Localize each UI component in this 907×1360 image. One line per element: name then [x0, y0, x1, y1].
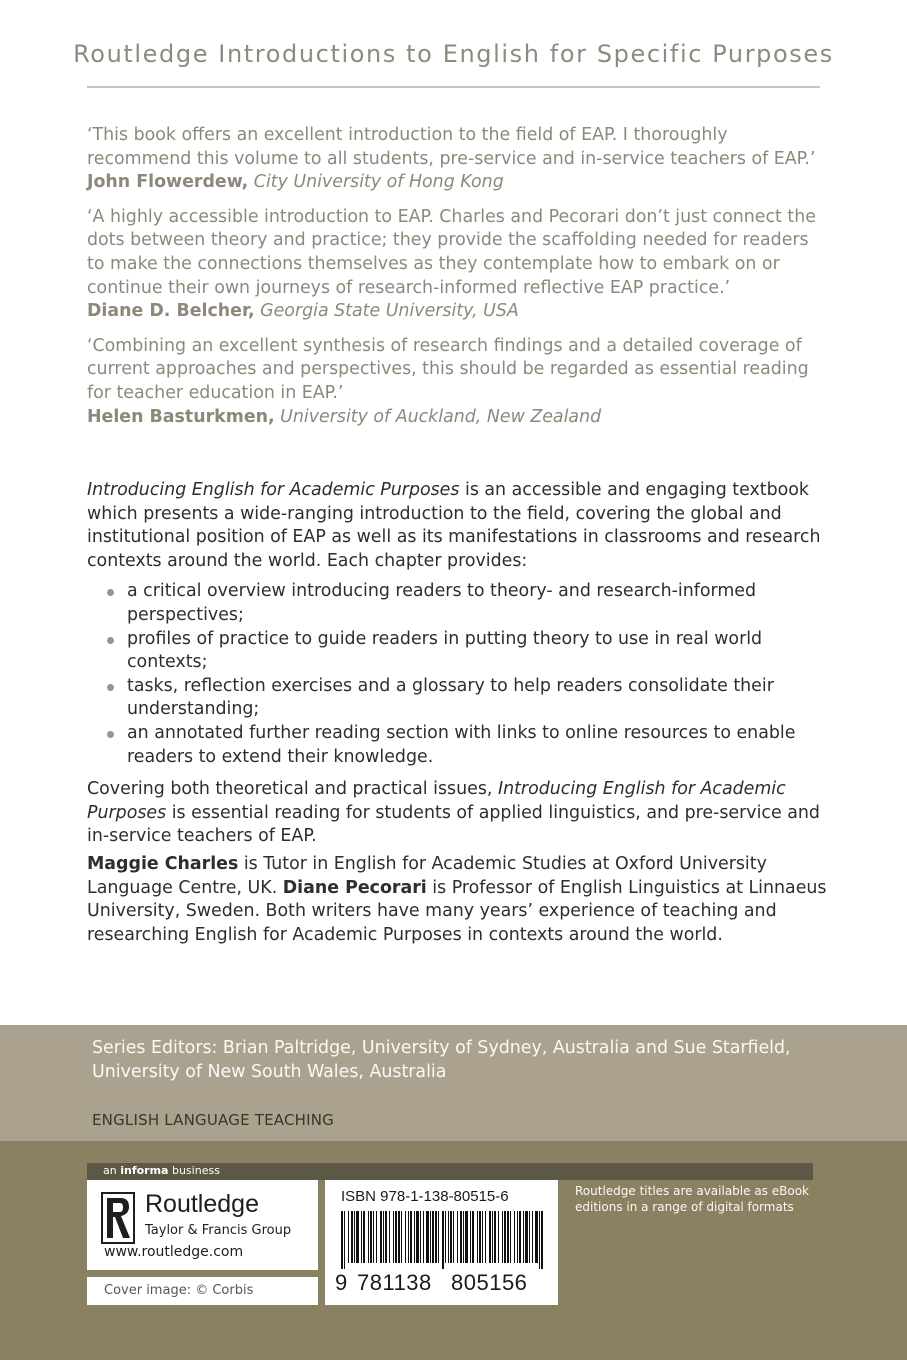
barcode-bar	[426, 1211, 429, 1263]
list-item-text: profiles of practice to guide readers in putting theory to use in real world contexts;	[127, 628, 763, 673]
barcode-bar	[423, 1211, 424, 1263]
author-bio-paragraph	[87, 853, 832, 947]
closing-text-start: Covering both theoretical and practical issues,	[87, 779, 498, 800]
informa-bar	[87, 1163, 813, 1180]
barcode-bar	[445, 1211, 446, 1263]
barcode-bar	[410, 1211, 412, 1263]
barcode-bar	[385, 1211, 387, 1263]
bullet-icon	[107, 731, 114, 738]
barcode-bar	[370, 1211, 372, 1263]
informa-brand: informa	[120, 1164, 169, 1177]
endorser-affiliation: Georgia State University, USA	[260, 301, 519, 322]
endorser-affiliation: University of Auckland, New Zealand	[280, 406, 602, 427]
barcode-bar	[354, 1211, 355, 1263]
barcode-bar	[376, 1211, 377, 1263]
barcode-bar	[383, 1211, 384, 1263]
barcode-bar	[393, 1211, 394, 1263]
barcode-bar	[489, 1211, 491, 1263]
barcode-bar	[395, 1211, 397, 1263]
series-band	[0, 1025, 907, 1141]
barcode-bar	[408, 1211, 409, 1263]
barcode-bar	[344, 1211, 345, 1269]
list-item-text: an annotated further reading section with links to online resources to enable readers to extend their knowledge.	[127, 722, 796, 767]
list-item	[87, 628, 832, 675]
barcode-bar	[442, 1211, 444, 1269]
closing-text-end: is essential reading for students of applied linguistics, and pre-service and in-service teachers of EAP.	[87, 802, 820, 847]
barcode-bar	[420, 1211, 421, 1263]
endorsement-quote: ‘This book offers an excellent introduction to the field of EAP. I thoroughly recommend this volume to all students, pre-service and in-service teachers of EAP.’	[87, 125, 816, 169]
endorsements	[87, 124, 827, 440]
barcode-bar	[502, 1211, 503, 1263]
list-item-text: a critical overview introducing readers to theory- and research-informed perspectives;	[127, 581, 757, 625]
barcode-bar	[485, 1211, 486, 1263]
barcode-bar	[498, 1211, 499, 1263]
barcode-bar	[517, 1211, 518, 1263]
barcode-bar	[514, 1211, 515, 1263]
list-item	[87, 580, 832, 627]
endorsement	[87, 206, 827, 324]
barcode-graphic	[339, 1211, 544, 1269]
barcode-bar	[416, 1211, 419, 1263]
barcode-bar	[341, 1211, 343, 1269]
list-item	[87, 722, 832, 769]
barcode-digit-group: 805156	[451, 1270, 528, 1295]
barcode-bar	[470, 1211, 471, 1263]
barcode-bar	[430, 1211, 431, 1263]
endorser-name: Helen Basturkmen,	[87, 406, 275, 427]
barcode-bar	[519, 1211, 521, 1263]
barcode-bar	[492, 1211, 493, 1263]
barcode-bar	[348, 1211, 349, 1263]
title-divider	[87, 86, 820, 88]
barcode-bar	[465, 1211, 468, 1263]
informa-label	[103, 1164, 220, 1177]
description-intro-text: is an accessible and engaging textbook which presents a wide-ranging introduction to the field, covering the global and institutional position of EAP as well as its manifestations in classrooms and research contexts around the world. Each chapter provides:	[87, 480, 821, 571]
book-description	[87, 479, 832, 849]
barcode-bar	[463, 1211, 464, 1263]
closing-book-title: Introducing English for Academic Purposes	[87, 779, 786, 823]
barcode-bar	[405, 1211, 406, 1263]
endorsement-quote: ‘Combining an excellent synthesis of research findings and a detailed coverage of current approaches and perspectives, this should be regarded as essential reading for teacher education in EAP.’	[87, 335, 809, 403]
endorsement	[87, 124, 827, 195]
endorsement	[87, 335, 827, 429]
barcode-bar	[472, 1211, 474, 1263]
barcode-digit-lead: 9	[335, 1270, 348, 1295]
description-closing	[87, 778, 832, 849]
barcode-bar	[435, 1211, 437, 1263]
endorsement-attribution	[87, 300, 827, 324]
publisher-name: Routledge	[145, 1190, 259, 1218]
barcode-bar	[479, 1211, 481, 1263]
barcode-bar	[432, 1211, 434, 1263]
barcode-bar	[532, 1211, 533, 1263]
barcode-bar	[363, 1211, 365, 1263]
endorser-name: Diane D. Belcher,	[87, 301, 255, 322]
author-bios	[87, 853, 832, 947]
barcode-bar	[525, 1211, 528, 1263]
barcode-bar	[460, 1211, 462, 1263]
barcode-bar	[448, 1211, 449, 1263]
ebook-note: Routledge titles are available as eBook editions in a range of digital formats	[575, 1184, 809, 1214]
barcode-bar	[398, 1211, 400, 1263]
endorsement-attribution	[87, 171, 827, 195]
barcode-bar	[351, 1211, 353, 1263]
cover-credit-box	[87, 1277, 318, 1305]
publisher-logo-box	[87, 1180, 318, 1270]
barcode-bar	[457, 1211, 458, 1263]
barcode-bar	[438, 1211, 439, 1263]
barcode-bar	[450, 1211, 452, 1263]
chapter-features-list	[87, 580, 832, 769]
list-item	[87, 675, 832, 722]
barcode-bar	[510, 1211, 511, 1263]
bullet-icon	[107, 684, 114, 691]
publisher-url[interactable]: www.routledge.com	[104, 1244, 244, 1260]
book-title: Introducing English for Academic Purposes	[87, 480, 460, 500]
barcode-bar	[477, 1211, 478, 1263]
series-editors: Series Editors: Brian Paltridge, University of Sydney, Australia and Sue Starfield, University of New South Wales, Australia	[92, 1038, 791, 1082]
informa-prefix: an	[103, 1164, 121, 1177]
author-bio-text: is Professor of English Linguistics at Linnaeus University, Sweden. Both writers have many years’ experience of teaching and researching English for Academic Purposes in contexts around the world.	[87, 877, 827, 945]
barcode-bar	[523, 1211, 524, 1263]
publisher-band	[0, 1141, 907, 1360]
author-name: Diane Pecorari	[282, 877, 427, 898]
barcode-bar	[389, 1211, 390, 1263]
author-name: Maggie Charles	[87, 854, 239, 874]
list-item-text: tasks, reflection exercises and a glossary to help readers consolidate their understanding;	[127, 675, 774, 720]
publisher-tagline: Taylor & Francis Group	[145, 1223, 292, 1238]
barcode-bar	[535, 1211, 538, 1263]
informa-suffix: business	[168, 1164, 220, 1177]
endorsement-attribution	[87, 406, 827, 430]
cover-credit: Cover image: © Corbis	[104, 1283, 254, 1298]
subject-category: ENGLISH LANGUAGE TEACHING	[92, 1111, 334, 1129]
barcode-bar	[373, 1211, 374, 1263]
barcode-bar	[414, 1211, 415, 1263]
barcode-bar	[356, 1211, 359, 1263]
barcode-bar	[529, 1211, 530, 1263]
routledge-logo-icon	[101, 1192, 135, 1244]
barcode-bar	[453, 1211, 454, 1263]
author-bio-text: is Tutor in English for Academic Studies at Oxford University Language Centre, UK.	[87, 854, 767, 898]
endorsement-quote: ‘A highly accessible introduction to EAP. Charles and Pecorari don’t just connect the dots between theory and practice; they provide the scaffolding needed for readers to make the connections themselves as they contemplate how to embark on or continue their own journeys of research-informed reflective EAP practice.’	[87, 206, 816, 298]
barcode-bar	[539, 1211, 540, 1269]
barcode-bar	[541, 1211, 543, 1269]
barcode-box	[325, 1180, 558, 1305]
barcode-digit-group: 781138	[357, 1270, 432, 1295]
barcode-bar	[482, 1211, 483, 1263]
barcode-bar	[361, 1211, 362, 1263]
barcode-bar	[507, 1211, 509, 1263]
barcode-bar	[368, 1211, 369, 1263]
barcode-bar	[401, 1211, 402, 1263]
barcode-bar	[494, 1211, 496, 1263]
isbn-label: ISBN 978-1-138-80515-6	[341, 1188, 509, 1205]
bullet-icon	[107, 589, 114, 596]
barcode-bar	[504, 1211, 506, 1263]
bullet-icon	[107, 637, 114, 644]
description-intro	[87, 479, 832, 573]
series-title: Routledge Introductions to English for Specific Purposes	[73, 40, 834, 68]
endorser-name: John Flowerdew,	[87, 172, 249, 193]
barcode-bar	[380, 1211, 382, 1263]
endorser-affiliation: City University of Hong Kong	[253, 172, 504, 193]
